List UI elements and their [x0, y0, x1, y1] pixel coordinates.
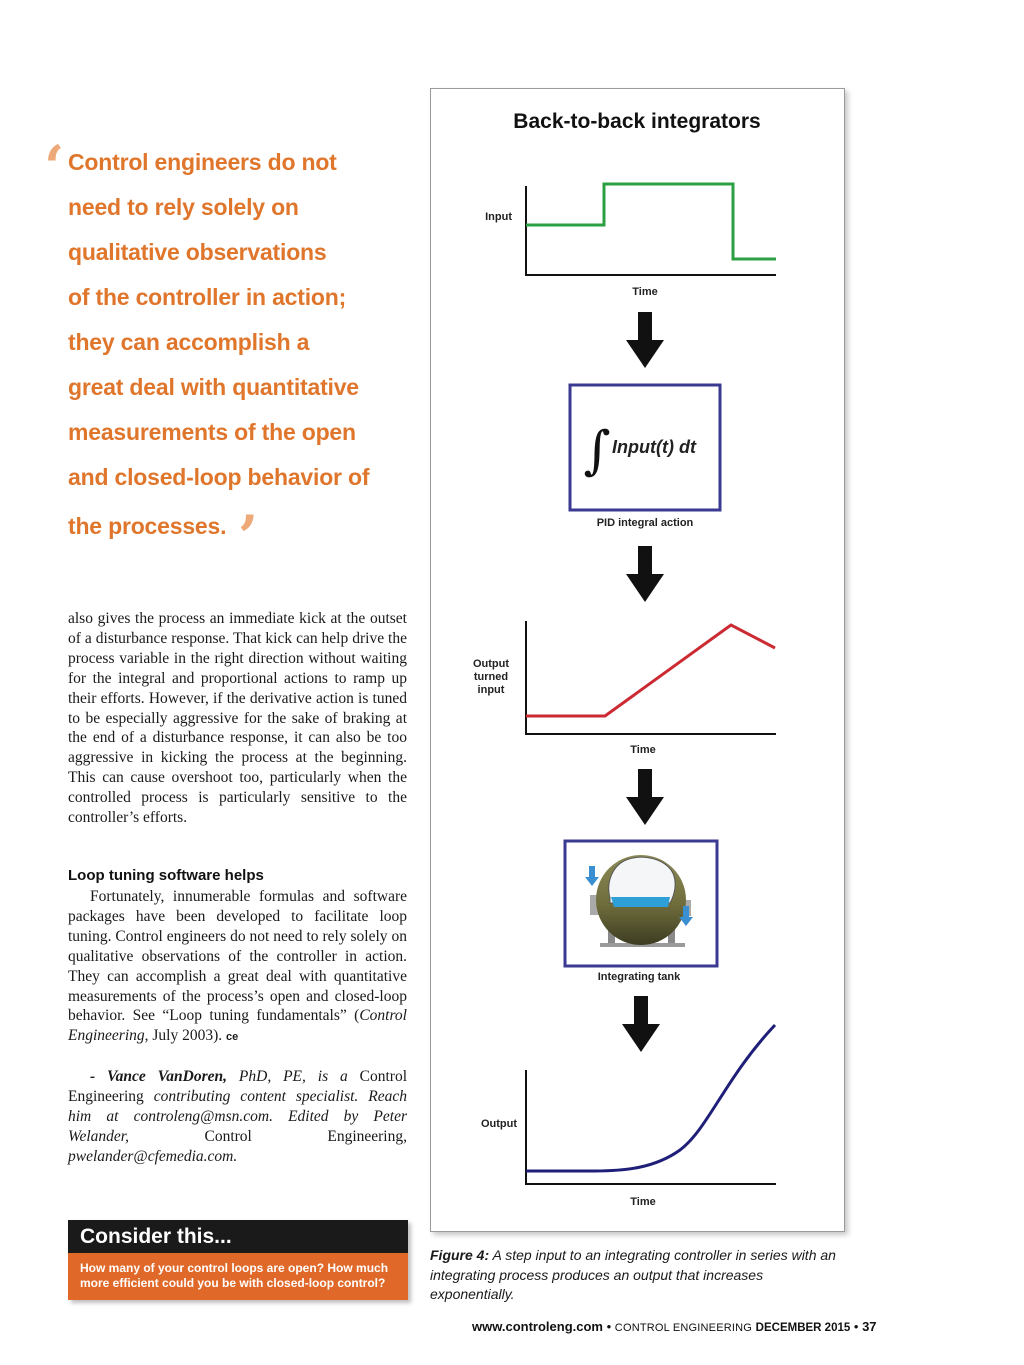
- editor-email: pwelander@cfemedia.com.: [68, 1147, 238, 1165]
- output-turned-label-line: turned: [473, 671, 509, 683]
- pull-quote-line: great deal with quantitative: [68, 374, 359, 400]
- consider-title: Consider this...: [68, 1220, 408, 1253]
- tank-water: [611, 897, 670, 907]
- publication-name: Control Engineering: [129, 1127, 404, 1145]
- footer-magazine: CONTROL ENGINEERING: [614, 1322, 753, 1334]
- ramp-line: [526, 625, 775, 716]
- author-role: contributing content specialist. Reach him at controleng@msn.com. Edited by Peter Welander,: [68, 1087, 407, 1145]
- author-credentials: PhD, PE, is a: [227, 1068, 360, 1085]
- down-arrow-icon: [626, 312, 664, 368]
- pid-integral-label: PID integral action: [596, 517, 694, 529]
- publication-name: Control Engineering: [68, 1007, 407, 1045]
- pull-quote-line: qualitative observations: [68, 239, 327, 265]
- pull-quote-open-mark: ‘: [44, 133, 65, 201]
- integral-expression: Input(t) dt: [612, 437, 696, 457]
- pull-quote-line: the processes.: [68, 513, 227, 539]
- time-axis-label: Time: [630, 744, 656, 756]
- integral-block: [570, 385, 720, 529]
- ce-end-mark: ce: [226, 1031, 239, 1044]
- publication-name: Control Engineering: [68, 1068, 408, 1105]
- author-name: Vance VanDoren,: [107, 1068, 228, 1085]
- section-subhead: Loop tuning software helps: [68, 867, 264, 884]
- body-paragraph-text: , July 2003).: [144, 1027, 223, 1045]
- figure-title: Back-to-back integrators: [513, 110, 761, 133]
- footer-bullet: •: [853, 1319, 859, 1334]
- tank-block: [565, 841, 717, 983]
- down-arrow-icon: [626, 546, 664, 602]
- output-chart: [481, 1025, 776, 1208]
- pull-quote-close-mark: ’: [238, 503, 259, 571]
- integrating-tank-label: Integrating tank: [597, 971, 681, 983]
- output-turned-label-line: input: [477, 684, 505, 696]
- pull-quote-line: and closed-loop behavior of: [68, 464, 370, 490]
- pull-quote-line: of the controller in action;: [68, 284, 347, 310]
- figure-diagram: [430, 88, 845, 1232]
- pull-quote-line: they can accomplish a: [68, 329, 310, 355]
- down-arrow-icon: [626, 769, 664, 825]
- footer-bullet: •: [606, 1319, 612, 1334]
- integral-sign: ∫: [583, 421, 611, 481]
- figure-caption: [430, 1246, 850, 1305]
- footer-date: DECEMBER 2015: [755, 1322, 851, 1334]
- tank-cutaway: [609, 857, 675, 903]
- output-turned-label-line: Output: [472, 658, 510, 670]
- author-byline: [68, 1067, 407, 1167]
- down-arrow-icon: [622, 996, 660, 1052]
- time-axis-label: Time: [632, 286, 658, 298]
- byline-comma: ,: [403, 1127, 407, 1145]
- ramp-chart: [473, 621, 776, 756]
- time-axis-label: Time: [630, 1196, 656, 1208]
- caption-text: A step input to an integrating controller in series with an integrating process produces an output that increases exponentially.: [430, 1247, 836, 1302]
- pull-quote-line: need to rely solely on: [68, 194, 299, 220]
- body-paragraph-text: also gives the process an immediate kick at the outset of a disturbance response. That kick can help drive the process variable in the right direction without waiting for the integral and proportional actions to ramp up their efforts. However, if the derivative action is tuned to be especially aggressive for the sake of braking at the end of a disturbance response, it can also be too aggressive in kicking the process at the beginning. This can cause overshoot too, particularly when the controlled process is particularly sensitive to the controller’s efforts.: [68, 610, 407, 827]
- page-number: 37: [862, 1319, 877, 1334]
- caption-label: Figure 4:: [430, 1247, 490, 1263]
- input-chart: [485, 184, 776, 298]
- body-paragraph-text: Fortunately, innumerable formulas and software packages have been developed to facilitate loop tuning. Control engineers do not need to rely solely on qualitative observations of the controller in action. They can accomplish a great deal with quantitative measurements of the process’s open and closed-loop behavior. See “Loop tuning fundamentals” (: [68, 888, 407, 1025]
- body-paragraph: [68, 887, 407, 1048]
- consider-body: How many of your control loops are open? How much more efficient could you be with closed-loop control?: [68, 1253, 408, 1300]
- consider-this-box: [68, 1220, 408, 1300]
- pull-quote-line: measurements of the open: [68, 419, 356, 445]
- output-axis-label: Output: [480, 1118, 518, 1130]
- input-step-line: [526, 184, 776, 259]
- footer-url: www.controleng.com: [472, 1319, 603, 1334]
- output-curve: [526, 1025, 775, 1171]
- byline-dash: -: [90, 1068, 108, 1085]
- input-axis-label: Input: [485, 211, 512, 223]
- body-paragraph: [68, 609, 407, 828]
- pull-quote-line: Control engineers do not: [68, 149, 337, 175]
- page-footer: [472, 1319, 877, 1334]
